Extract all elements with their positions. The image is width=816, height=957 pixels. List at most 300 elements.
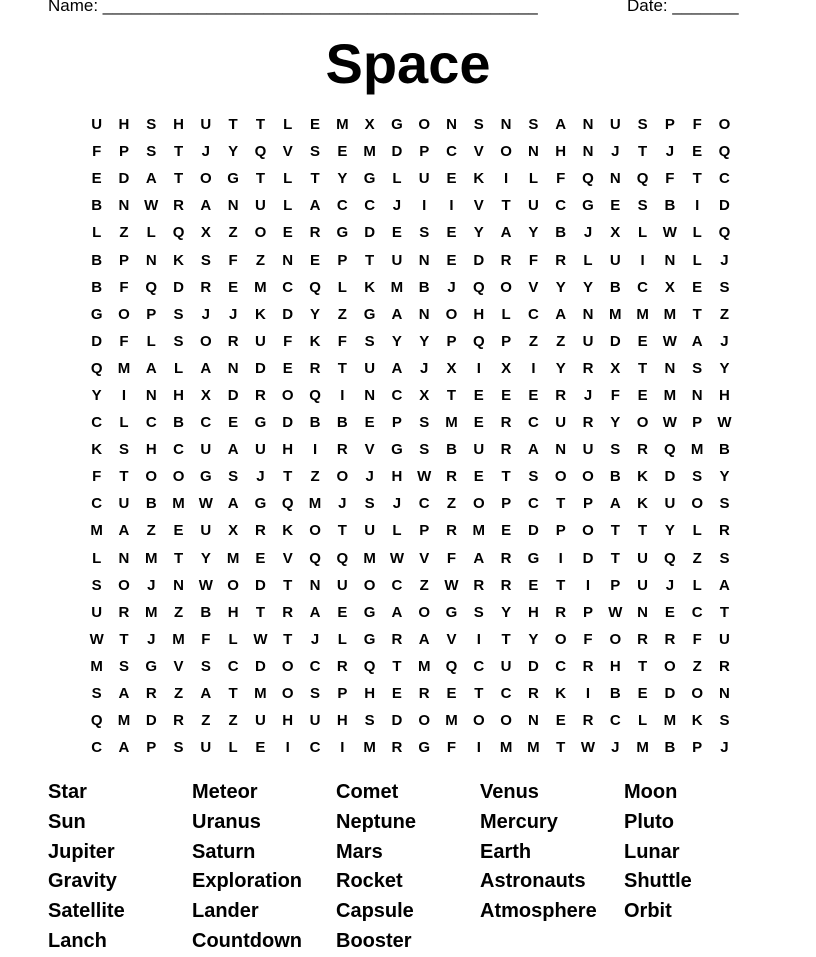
grid-letter: E [528, 576, 539, 594]
grid-letter: E [91, 170, 102, 188]
grid-letter: S [719, 278, 730, 296]
grid-letter: M [90, 657, 103, 675]
grid-letter: U [609, 116, 621, 134]
grid-letter: L [283, 197, 293, 215]
grid-letter: U [637, 549, 648, 567]
grid-letter: M [308, 495, 322, 513]
grid-letter: C [200, 414, 212, 432]
word-bank-item: Lanch [48, 929, 107, 952]
grid-letter: O [636, 414, 649, 432]
grid-letter: M [144, 549, 158, 567]
grid-letter: Q [309, 386, 321, 404]
grid-letter: X [200, 386, 211, 404]
grid-letter: W [608, 603, 623, 621]
grid-letter: C [391, 576, 403, 594]
grid-letter: N [145, 251, 157, 269]
grid-letter: T [719, 603, 730, 621]
grid-letter: Z [255, 251, 266, 269]
grid-letter: T [337, 522, 347, 540]
grid-letter: J [392, 197, 402, 215]
grid-letter: E [446, 224, 457, 242]
grid-row [83, 328, 738, 355]
grid-letter: Y [91, 386, 102, 404]
grid-letter: J [147, 576, 156, 594]
grid-letter: R [118, 603, 130, 621]
grid-letter: J [147, 630, 156, 648]
grid-letter: X [446, 359, 457, 377]
grid-letter: B [446, 441, 457, 459]
grid-letter: L [337, 630, 347, 648]
grid-letter: I [312, 441, 318, 459]
grid-letter: C [391, 386, 403, 404]
grid-letter: P [692, 414, 703, 432]
grid-letter: T [337, 359, 347, 377]
grid-letter: G [391, 441, 403, 459]
grid-letter: R [282, 603, 294, 621]
grid-letter: L [692, 576, 702, 594]
grid-row [83, 599, 738, 626]
grid-letter: Q [254, 143, 267, 161]
grid-letter: L [146, 224, 156, 242]
grid-letter: H [555, 143, 567, 161]
grid-letter: T [255, 116, 266, 134]
grid-letter: T [638, 143, 648, 161]
grid-letter: P [582, 603, 593, 621]
grid-letter: O [281, 657, 294, 675]
grid-letter: T [365, 251, 375, 269]
grid-letter: Z [692, 657, 702, 675]
grid-letter: N [719, 685, 730, 703]
grid-letter: E [255, 549, 266, 567]
grid-letter: R [473, 576, 485, 594]
grid-letter: Q [445, 657, 458, 675]
grid-letter: H [391, 468, 403, 486]
grid-letter: C [637, 278, 648, 296]
grid-letter: E [664, 603, 675, 621]
grid-letter: Y [501, 603, 512, 621]
grid-letter: G [254, 414, 267, 432]
grid-letter: U [637, 576, 648, 594]
grid-letter: H [364, 685, 376, 703]
grid-letter: T [173, 549, 184, 567]
grid-letter: N [582, 143, 594, 161]
grid-letter: X [610, 224, 621, 242]
grid-letter: O [718, 116, 731, 134]
grid-letter: S [228, 468, 239, 486]
grid-letter: S [118, 441, 129, 459]
grid-letter: K [282, 522, 294, 540]
grid-letter: Z [310, 468, 320, 486]
grid-letter: B [555, 224, 567, 242]
grid-letter: A [118, 685, 130, 703]
grid-letter: O [281, 386, 294, 404]
grid-letter: B [609, 468, 621, 486]
grid-letter: H [227, 603, 239, 621]
grid-letter: I [340, 739, 345, 757]
grid-letter: I [585, 576, 591, 594]
grid-letter: F [665, 170, 675, 188]
grid-letter: O [664, 657, 676, 675]
word-bank-item: Saturn [192, 840, 256, 863]
grid-letter: K [473, 170, 485, 188]
grid-letter: O [554, 630, 567, 648]
grid-letter: M [663, 712, 677, 730]
word-bank-item: Satellite [48, 900, 125, 923]
grid-letter: T [474, 685, 484, 703]
grid-letter: N [664, 359, 676, 377]
grid-letter: J [447, 278, 456, 296]
grid-letter: G [200, 468, 212, 486]
word-bank-item: Shuttle [624, 870, 692, 893]
word-bank-item: Star [48, 781, 87, 803]
grid-letter: Y [555, 278, 566, 296]
grid-letter: K [637, 495, 648, 513]
grid-letter: N [118, 197, 130, 215]
grid-letter: K [637, 468, 648, 486]
grid-letter: Q [90, 712, 103, 730]
grid-letter: L [146, 332, 156, 350]
grid-letter: I [531, 359, 536, 377]
grid-row [83, 626, 738, 653]
grid-letter: P [555, 522, 566, 540]
grid-letter: W [389, 549, 404, 567]
grid-letter: U [91, 603, 103, 621]
grid-letter: N [418, 251, 430, 269]
grid-letter: M [226, 549, 240, 567]
grid-letter: W [662, 224, 677, 242]
grid-letter: S [419, 441, 430, 459]
grid-letter: J [365, 468, 374, 486]
grid-letter: M [636, 305, 649, 323]
grid-letter: U [582, 332, 594, 350]
grid-letter: U [118, 495, 130, 513]
grid-letter: S [91, 685, 102, 703]
grid-letter: R [637, 630, 648, 648]
grid-letter: B [719, 441, 730, 459]
grid-letter: J [392, 495, 402, 513]
grid-letter: S [528, 468, 539, 486]
word-bank-item: Mercury [480, 810, 558, 833]
grid-letter: O [227, 576, 239, 594]
grid-letter: L [692, 251, 702, 269]
grid-letter: M [690, 441, 704, 459]
grid-letter: Y [610, 414, 621, 432]
grid-letter: W [144, 197, 159, 215]
grid-letter: C [719, 170, 730, 188]
grid-letter: O [472, 712, 485, 730]
grid-letter: K [91, 441, 103, 459]
grid-letter: Y [310, 305, 321, 323]
grid-letter: A [200, 197, 212, 215]
grid-letter: T [392, 657, 402, 675]
grid-letter: Z [528, 332, 538, 350]
grid-letter: W [89, 630, 104, 648]
grid-letter: C [364, 197, 376, 215]
grid-letter: B [91, 278, 103, 296]
grid-letter: W [444, 576, 459, 594]
grid-letter: S [200, 657, 211, 675]
grid-letter: J [720, 251, 729, 269]
grid-letter: F [583, 630, 593, 648]
grid-letter: A [227, 495, 239, 513]
grid-letter: N [227, 359, 239, 377]
grid-letter: W [417, 468, 432, 486]
word-bank-item: Astronauts [480, 870, 586, 893]
grid-letter: S [637, 116, 648, 134]
grid-letter: A [500, 224, 512, 242]
grid-letter: E [473, 414, 484, 432]
grid-letter: W [198, 495, 213, 513]
grid-letter: Q [363, 657, 376, 675]
grid-letter: L [92, 224, 102, 242]
grid-letter: F [92, 143, 102, 161]
grid-letter: A [118, 739, 130, 757]
grid-row [83, 111, 738, 138]
grid-letter: S [364, 495, 375, 513]
grid-letter: T [556, 739, 566, 757]
grid-letter: F [283, 332, 293, 350]
grid-letter: Y [664, 522, 675, 540]
grid-letter: O [200, 332, 212, 350]
grid-letter: E [473, 386, 484, 404]
grid-letter: N [555, 441, 567, 459]
grid-row [83, 301, 738, 328]
grid-letter: G [254, 495, 267, 513]
grid-letter: L [392, 522, 402, 540]
grid-letter: X [501, 359, 512, 377]
grid-row [83, 192, 738, 219]
grid-letter: R [500, 414, 512, 432]
grid-letter: T [501, 630, 511, 648]
grid-letter: F [201, 630, 211, 648]
grid-letter: J [338, 495, 347, 513]
grid-letter: R [336, 441, 348, 459]
grid-row [83, 707, 738, 734]
grid-letter: C [555, 657, 567, 675]
grid-letter: O [281, 685, 294, 703]
grid-letter: C [446, 143, 457, 161]
grid-letter: D [145, 712, 157, 730]
grid-letter: R [582, 414, 594, 432]
grid-letter: P [337, 685, 348, 703]
grid-letter: G [363, 603, 376, 621]
grid-letter: G [363, 630, 376, 648]
word-bank-item: Orbit [624, 900, 672, 923]
grid-letter: K [364, 278, 376, 296]
grid-letter: G [363, 170, 376, 188]
grid-letter: S [91, 576, 102, 594]
grid-letter: P [337, 251, 348, 269]
grid-letter: R [555, 251, 567, 269]
grid-letter: L [638, 224, 648, 242]
grid-letter: K [255, 305, 266, 323]
grid-letter: S [200, 251, 211, 269]
grid-letter: C [609, 712, 621, 730]
grid-letter: Y [719, 468, 730, 486]
grid-letter: D [527, 657, 539, 675]
grid-letter: W [662, 414, 677, 432]
grid-letter: V [282, 143, 293, 161]
grid-letter: Q [145, 278, 158, 296]
grid-letter: F [446, 549, 457, 567]
grid-letter: Z [173, 685, 184, 703]
grid-letter: G [90, 305, 103, 323]
grid-letter: U [391, 251, 403, 269]
grid-letter: F [556, 170, 566, 188]
grid-letter: P [391, 414, 402, 432]
grid-letter: R [582, 657, 594, 675]
grid-letter: H [282, 712, 294, 730]
grid-letter: N [691, 386, 703, 404]
grid-letter: J [611, 739, 620, 757]
grid-letter: K [555, 685, 567, 703]
grid-letter: R [555, 603, 567, 621]
grid-letter: R [500, 549, 512, 567]
grid-letter: L [173, 359, 184, 377]
grid-letter: T [283, 576, 293, 594]
grid-letter: O [418, 603, 431, 621]
grid-letter: J [583, 386, 593, 404]
grid-letter: Z [719, 305, 730, 323]
word-bank-item: Countdown [192, 929, 302, 952]
grid-letter: E [637, 386, 648, 404]
grid-letter: G [582, 197, 594, 215]
grid-letter: T [283, 468, 293, 486]
grid-letter: O [445, 305, 458, 323]
grid-letter: R [418, 685, 430, 703]
grid-letter: I [121, 386, 127, 404]
grid-letter: Y [719, 359, 730, 377]
grid-letter: E [610, 197, 621, 215]
grid-letter: F [119, 278, 129, 296]
grid-letter: O [691, 495, 704, 513]
grid-letter: M [445, 712, 458, 730]
grid-letter: E [391, 224, 402, 242]
grid-letter: X [664, 278, 675, 296]
grid-letter: J [201, 305, 210, 323]
grid-letter: L [392, 170, 402, 188]
word-bank-item: Uranus [192, 810, 261, 833]
grid-letter: O [418, 712, 431, 730]
grid-letter: D [364, 224, 376, 242]
grid-letter: P [501, 332, 512, 350]
grid-letter: B [664, 739, 676, 757]
grid-letter: J [583, 224, 593, 242]
grid-letter: A [145, 359, 157, 377]
grid-letter: Z [228, 712, 238, 730]
grid-letter: H [527, 603, 539, 621]
grid-letter: S [173, 305, 184, 323]
grid-letter: E [255, 739, 266, 757]
grid-letter: P [419, 522, 430, 540]
grid-letter: S [173, 332, 184, 350]
grid-letter: X [228, 522, 239, 540]
grid-letter: N [309, 576, 321, 594]
grid-letter: P [582, 495, 593, 513]
grid-letter: R [255, 522, 266, 540]
grid-letter: L [692, 522, 702, 540]
grid-letter: M [144, 603, 158, 621]
grid-letter: R [391, 630, 403, 648]
grid-letter: Y [582, 278, 593, 296]
grid-letter: E [173, 522, 184, 540]
grid-letter: T [255, 170, 266, 188]
grid-letter: O [582, 522, 594, 540]
grid-letter: K [309, 332, 321, 350]
grid-letter: R [527, 685, 539, 703]
grid-letter: H [173, 386, 184, 404]
grid-letter: I [476, 359, 481, 377]
grid-letter: N [637, 603, 648, 621]
grid-letter: E [501, 386, 512, 404]
grid-letter: G [227, 170, 239, 188]
word-bank-item: Booster [336, 929, 412, 952]
grid-letter: A [418, 630, 430, 648]
grid-letter: N [282, 251, 294, 269]
grid-letter: N [500, 116, 512, 134]
grid-letter: A [555, 116, 567, 134]
grid-letter: B [609, 685, 621, 703]
grid-letter: P [146, 305, 157, 323]
grid-letter: S [364, 332, 375, 350]
grid-letter: O [554, 468, 567, 486]
grid-letter: O [582, 468, 594, 486]
grid-letter: N [446, 116, 457, 134]
grid-letter: Z [337, 305, 347, 323]
grid-letter: Q [718, 224, 731, 242]
grid-letter: S [364, 712, 375, 730]
grid-letter: B [309, 414, 321, 432]
grid-letter: D [91, 332, 103, 350]
grid-letter: O [118, 305, 130, 323]
grid-letter: S [146, 143, 157, 161]
grid-letter: A [391, 603, 403, 621]
grid-letter: V [446, 630, 457, 648]
grid-letter: U [555, 414, 567, 432]
grid-letter: B [418, 278, 430, 296]
grid-row [83, 517, 738, 544]
grid-letter: M [336, 116, 349, 134]
grid-letter: R [582, 712, 594, 730]
grid-letter: F [337, 332, 347, 350]
grid-letter: U [91, 116, 103, 134]
grid-letter: E [446, 170, 457, 188]
grid-letter: T [119, 468, 129, 486]
grid-letter: T [283, 630, 293, 648]
grid-letter: L [692, 224, 702, 242]
grid-letter: C [309, 739, 321, 757]
grid-row [83, 734, 738, 761]
grid-letter: U [582, 441, 594, 459]
grid-letter: C [500, 685, 512, 703]
grid-letter: F [228, 251, 238, 269]
grid-letter: E [282, 359, 293, 377]
grid-letter: J [228, 305, 238, 323]
grid-letter: P [446, 332, 457, 350]
grid-letter: U [719, 630, 730, 648]
grid-letter: O [145, 468, 158, 486]
grid-letter: X [419, 386, 430, 404]
grid-letter: T [228, 685, 238, 703]
grid-letter: G [418, 739, 431, 757]
grid-letter: F [610, 386, 620, 404]
grid-letter: T [119, 630, 129, 648]
grid-letter: U [255, 197, 266, 215]
grid-letter: Y [528, 224, 539, 242]
grid-letter: A [391, 305, 403, 323]
grid-letter: K [691, 712, 703, 730]
grid-letter: B [91, 251, 103, 269]
